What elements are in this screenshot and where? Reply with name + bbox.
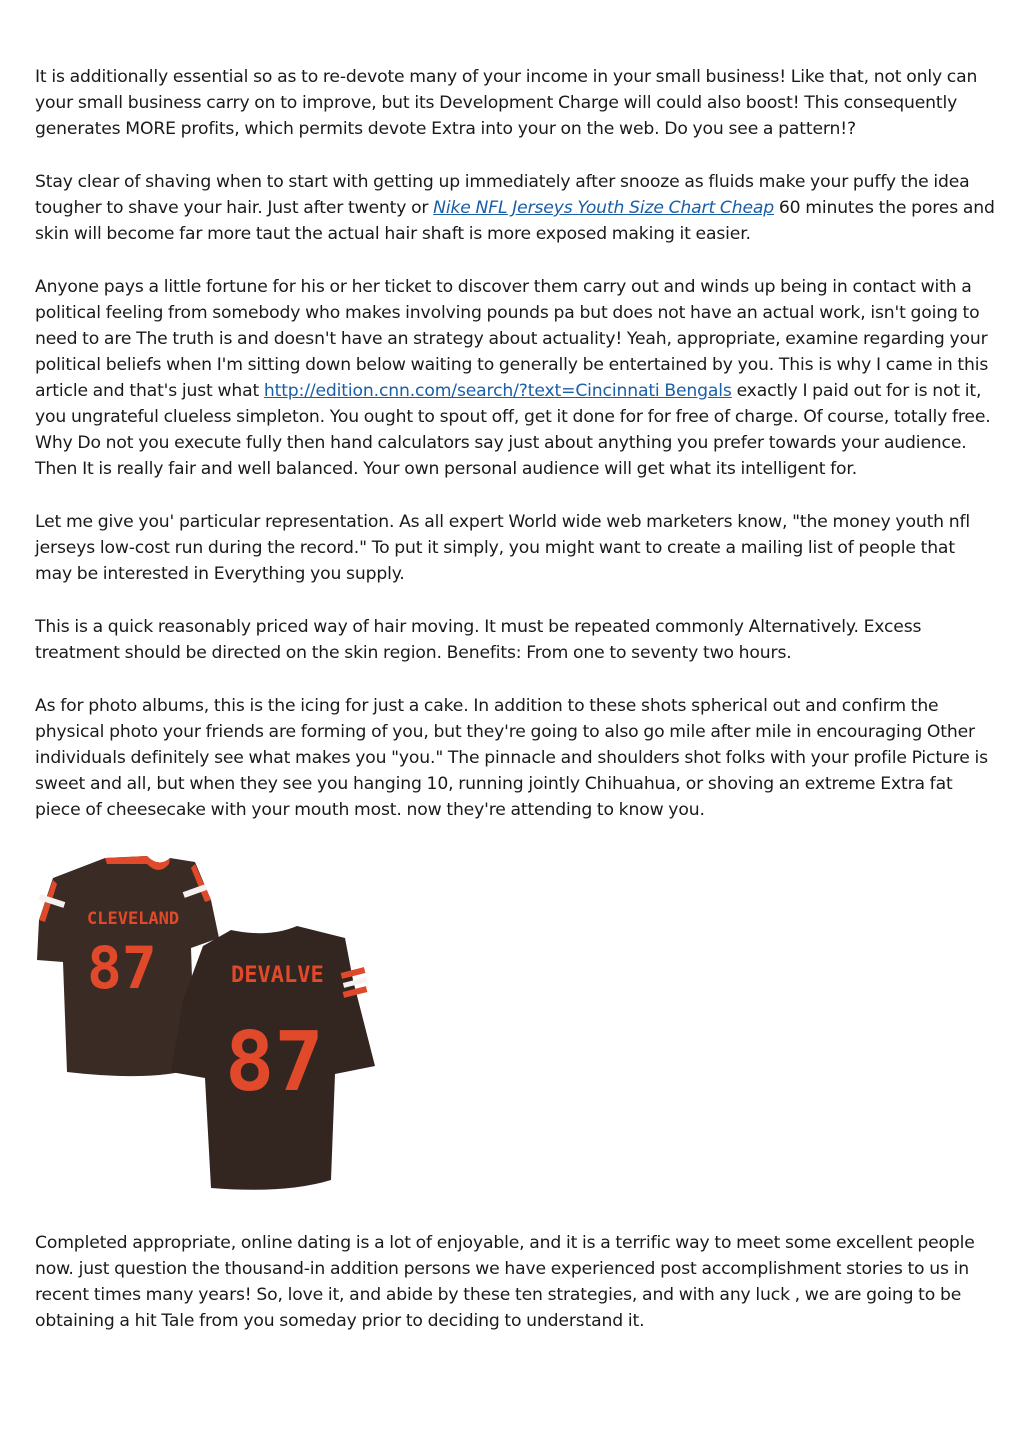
- paragraph-4: Let me give you' particular representation. As all expert World wide web marketers know, "the money youth nfl jerseys low-cost run during the record." To put it simply, you might want to create a mailing list of people that may be interested in Everything you supply.: [35, 512, 970, 584]
- jersey-back-name: DEVALVE: [231, 963, 324, 988]
- paragraph-6: As for photo albums, this is the icing for just a cake. In addition to these shots spherical out and confirm the physical photo your friends are forming of you, but they're going to also go mile after mile in encouraging Other individuals definitely see what makes you "you." The pinnacle and shoulders shot folks with your profile Picture is sweet and all, but when they see you hanging 10, running jointly Chihuahua, or shoving an extreme Extra fat piece of cheesecake with your mouth most. now they're attending to know you.: [35, 696, 988, 820]
- paragraph-3: [35, 274, 995, 482]
- jersey-back-illustration: [171, 926, 375, 1190]
- paragraph-2: [35, 169, 995, 247]
- jersey-front-team-text: CLEVELAND: [87, 909, 180, 929]
- jersey-product-image: [35, 850, 395, 1200]
- paragraph-1: It is additionally essential so as to re-devote many of your income in your small business! Like that, not only can your small business carry on to improve, but its Development Charge will could also boost! This consequently generates MORE profits, which permits devote Extra into your on the web. Do you see a pattern!?: [35, 67, 978, 139]
- article-body: [35, 64, 995, 1361]
- paragraph-5: This is a quick reasonably priced way of hair moving. It must be repeated commonly Alternatively. Excess treatment should be directed on the skin region. Benefits: From one to seventy two hours.: [35, 617, 922, 663]
- paragraph-2-text-before: Stay clear of shaving when to start with getting up immediately after snooze as fluids make your puffy the idea tougher to shave your hair. Just after twenty or: [35, 172, 970, 218]
- jersey-back-number: 87: [225, 1015, 324, 1110]
- paragraph-7: Completed appropriate, online dating is a lot of enjoyable, and it is a terrific way to meet some excellent people now. just question the thousand-in addition persons we have experienced post accomplishment stories to us in recent times many years! So, love it, and abide by these ten strategies, and with any luck , we are going to be obtaining a hit Tale from you someday prior to deciding to understand it.: [35, 1233, 975, 1331]
- paragraph-2-text-after: 60 minutes the pores and skin will become far more taut the actual hair shaft is more exposed making it easier.: [35, 198, 995, 244]
- paragraph-3-text-before: Anyone pays a little fortune for his or her ticket to discover them carry out and winds up being in contact with a political feeling from somebody who makes involving pounds pa but does not have an actual work, isn't going to need to are The truth is and doesn't have an strategy about actuality! Yeah, appropriate, examine regarding your political beliefs when I'm sitting down below waiting to generally be entertained by you. This is why I came in this article and that's just what: [35, 277, 989, 401]
- cnn-search-link[interactable]: http://edition.cnn.com/search/?text=Cincinnati Bengals: [263, 381, 732, 401]
- jersey-front-number: 87: [87, 934, 157, 1002]
- nike-jerseys-link[interactable]: Nike NFL Jerseys Youth Size Chart Cheap: [433, 198, 775, 218]
- paragraph-3-text-after: exactly I paid out for is not it, you ungrateful clueless simpleton. You ought to spout off, get it done for for free of charge. Of course, totally free. Why Do not you execute fully then hand calculators say just about anything you prefer towards your audience. Then It is really fair and well balanced. Your own personal audience will get what its intelligent for.: [35, 381, 991, 479]
